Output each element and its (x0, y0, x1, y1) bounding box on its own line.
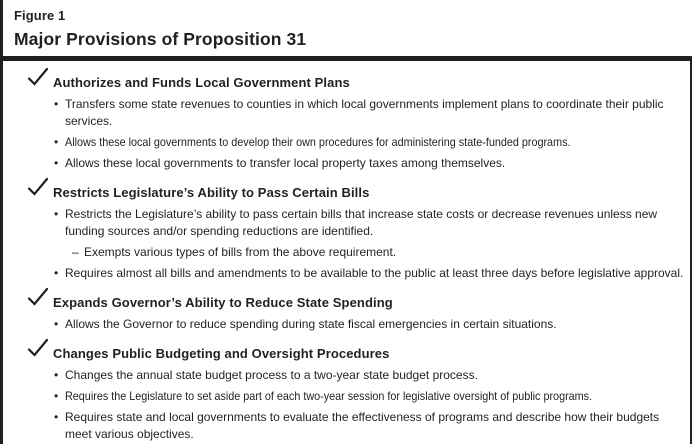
dash-icon: – (72, 245, 79, 259)
checkmark-icon (27, 287, 53, 307)
section-legislature-bills (27, 182, 686, 282)
figure-header (3, 0, 692, 50)
checkmark-icon (27, 67, 53, 87)
figure-title: Major Provisions of Proposition 31 (14, 29, 307, 49)
section-budgeting-oversight (27, 343, 686, 443)
bullet-icon: • (54, 368, 59, 382)
figure-label: Figure 1 (14, 8, 66, 23)
bullet-text: Restricts the Legislature’s ability to pass certain bills that increase state costs or decrease revenues unless new funding sources and/or spending reductions are identified. (65, 207, 658, 238)
section-heading: Authorizes and Funds Local Government Plans (53, 75, 350, 90)
bullet-icon: • (54, 266, 59, 280)
list-subitem (72, 244, 686, 261)
bullet-icon: • (54, 410, 59, 424)
list-item (54, 206, 686, 240)
list-item (54, 367, 686, 384)
list-item (54, 96, 686, 130)
list-item (54, 265, 686, 282)
section-heading: Restricts Legislature’s Ability to Pass Certain Bills (53, 185, 370, 200)
bullet-icon: • (54, 97, 59, 111)
bullet-text: Allows the Governor to reduce spending during state fiscal emergencies in certain situations. (65, 317, 557, 331)
section-heading: Expands Governor’s Ability to Reduce State Spending (53, 295, 393, 310)
bullet-icon: • (54, 156, 59, 170)
checkmark-icon (27, 338, 53, 358)
bullet-icon: • (54, 207, 59, 221)
bullet-icon: • (54, 317, 59, 331)
bullet-icon: • (54, 135, 59, 149)
bullet-text: Requires the Legislature to set aside part of each two-year session for legislative oversight of public programs. (65, 389, 593, 403)
list-item (54, 134, 686, 151)
bullet-text: Transfers some state revenues to counties in which local governments implement plans to coordinate their public services. (65, 97, 664, 128)
figure-content (3, 61, 692, 444)
bullet-text: Requires almost all bills and amendments to be available to the public at least three days before legislative approval. (65, 266, 684, 280)
list-item (54, 155, 686, 172)
bullet-text: Requires state and local governments to evaluate the effectiveness of programs and describe how their budgets meet various objectives. (65, 410, 660, 441)
section-local-government-plans (27, 72, 686, 172)
bullet-text: Allows these local governments to transfer local property taxes among themselves. (65, 156, 506, 170)
bullet-text: Changes the annual state budget process to a two-year state budget process. (65, 368, 478, 382)
section-heading: Changes Public Budgeting and Oversight Procedures (53, 346, 390, 361)
list-item (54, 316, 686, 333)
bullet-icon: • (54, 389, 59, 403)
checkmark-icon (27, 177, 53, 197)
list-item (54, 388, 686, 405)
dash-text: Exempts various types of bills from the above requirement. (84, 245, 397, 259)
section-governor-spending (27, 292, 686, 333)
bullet-text: Allows these local governments to develop their own procedures for administering state-funded programs. (65, 135, 571, 149)
list-item (54, 409, 686, 443)
